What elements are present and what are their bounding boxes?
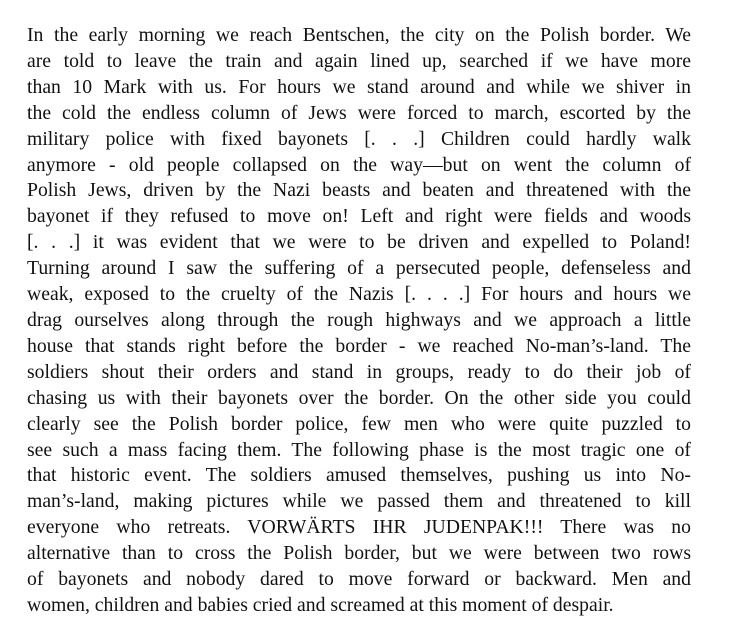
text-line: that historic event. The soldiers amused themselves, pushing us into No- [27,464,691,487]
text-line: military police with fixed bayonets [. . .] Children could hardly walk [27,127,691,150]
text-line: anymore - old people collapsed on the way—but on went the column of [27,153,691,176]
text-line: house that stands right before the border - we reached No-man’s-land. The [27,334,691,357]
text-line: bayonet if they refused to move on! Left and right were fields and woods [27,205,691,228]
text-line: clearly see the Polish border police, few men who were quite puzzled to [27,412,691,435]
text-line: In the early morning we reach Bentschen, the city on the Polish border. We [27,24,691,46]
text-line: women, children and babies cried and screamed at this moment of despair. [27,593,614,616]
text-line: are told to leave the train and again lined up, searched if we have more [27,49,691,72]
text-line: see such a mass facing them. The following phase is the most tragic one of [27,438,691,461]
text-line: everyone who retreats. VORWÄRTS IHR JUDENPAK!!! There was no [27,516,691,539]
text-line: man’s-land, making pictures while we passed them and threatened to kill [27,490,691,513]
text-line: [. . .] it was evident that we were to be driven and expelled to Poland! [27,231,691,254]
text-line: weak, exposed to the cruelty of the Nazis [. . . .] For hours and hours we [27,283,691,306]
body-paragraph [27,23,691,619]
document-page [27,23,691,619]
text-line: than 10 Mark with us. For hours we stand around and while we shiver in [27,75,691,98]
text-line: chasing us with their bayonets over the border. On the other side you could [27,386,691,409]
text-line: of bayonets and nobody dared to move forward or backward. Men and [27,568,691,591]
text-line: alternative than to cross the Polish border, but we were between two rows [27,542,691,565]
text-line: the cold the endless column of Jews were forced to march, escorted by the [27,101,691,124]
text-line: Turning around I saw the suffering of a persecuted people, defenseless and [27,257,691,280]
text-line: Polish Jews, driven by the Nazi beasts and beaten and threatened with the [27,179,691,202]
text-line: soldiers shout their orders and stand in groups, ready to do their job of [27,360,691,383]
text-line: drag ourselves along through the rough highways and we approach a little [27,308,691,331]
